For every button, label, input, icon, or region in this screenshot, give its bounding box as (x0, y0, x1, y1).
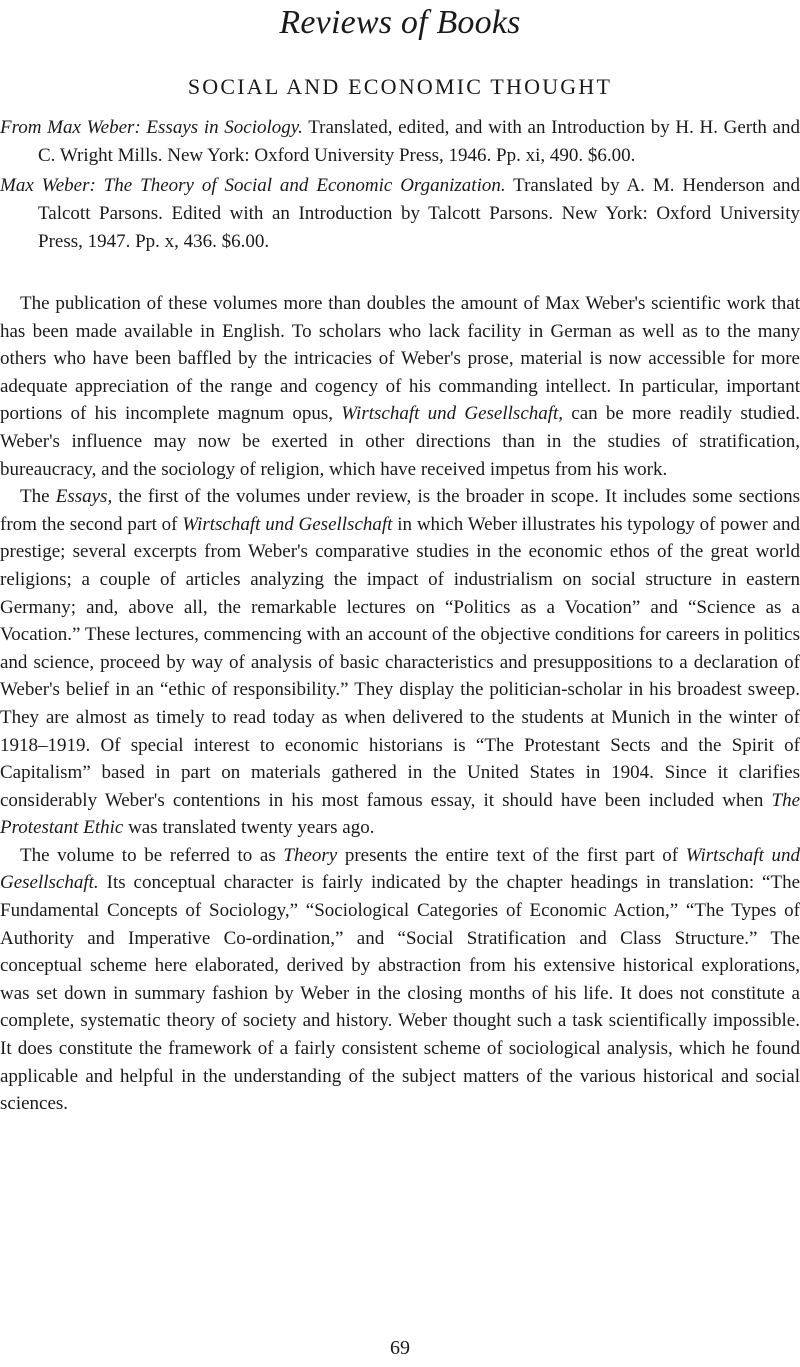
section-heading: SOCIAL AND ECONOMIC THOUGHT (187, 74, 613, 99)
book-entry (0, 114, 800, 170)
book-entry (0, 172, 800, 256)
text-run: Its conceptual character is fairly indicated by the chapter headings in translation: “The Fundamental Concepts of Sociology,” “Sociological Categories of Economic Action,” “The Types of Authority and Imperative Co-ordination,” and “Social Stratification and Class Structure.” The conceptual scheme here elaborated, derived by abstraction from his extensive historical explorations, was set down in summary fashion by Weber in the closing months of his life. It does not constitute a complete, systematic theory of society and history. Weber thought such a task scientifically impossible. It does constitute the framework of a fairly consistent scheme of sociological analysis, which he found applicable and helpful in the understanding of the subject matters of the various historical and social sciences. (0, 872, 800, 1115)
text-run: The publication of these volumes more than doubles the amount of Max Weber's scientific work that has been made available in English. To scholars who lack facility in German as well as to the many others who have been baffled by the intricacies of Weber's prose, material is now accessible for more adequate appreciation of the range and cogency of his commanding intellect. In particular, important portions of his incomplete magnum opus, (0, 293, 800, 425)
review-paragraph (0, 483, 800, 842)
text-run: in which Weber illustrates his typology of power and prestige; several excerpts from Weber's comparative studies in the economic ethos of the great world religions; a couple of articles analyzing the impact of industrialism on social structure in eastern Germany; and, above all, the remarkable lectures on “Politics as a Vocation” and “Science as a Vocation.” These lectures, commencing with an account of the objective conditions for careers in politics and science, proceed by way of analysis of basic characteristics and presuppositions to a declaration of Weber's belief in an “ethic of responsibility.” They display the politician-scholar in his broadest sweep. They are almost as timely to read today as when delivered to the students at Munich in the winter of 1918–1919. Of special interest to economic historians is “The Protestant Sects and the Spirit of Capitalism” based in part on materials gathered in the United States in 1904. Since it clarifies considerably Weber's contentions in his most famous essay, it should have been included when (0, 513, 800, 811)
text-run: The volume to be referred to as (20, 844, 284, 866)
page-number: 69 (390, 1337, 410, 1359)
book-details: Translated by A. M. Henderson and Talcott Parsons. Edited with an Introduction by Talcott Parsons. New York: Oxford University Press, 1947. Pp. x, 436. $6.00. (38, 175, 800, 252)
text-run: can be more readily studied. Weber's influence may now be exerted in other directions than in the studies of stratification, bureaucracy, and the sociology of religion, which have received impetus from his work. (0, 403, 800, 480)
italic-text-run: Theory (283, 844, 338, 866)
italic-text-run: Essays, (55, 486, 113, 508)
text-run: the first of the volumes under review, is the broader in scope. It includes some sections from the second part of (0, 486, 800, 535)
text-run: The (20, 486, 56, 508)
text-run: presents the entire text of the first part of (337, 844, 686, 866)
reviewed-books-list (0, 114, 800, 258)
review-body (0, 290, 800, 1118)
italic-text-run: Wirtschaft und Gesellschaft (182, 513, 393, 535)
review-paragraph (0, 842, 800, 1118)
book-details: Translated, edited, and with an Introduction by H. H. Gerth and C. Wright Mills. New York: Oxford University Press, 1946. Pp. xi, 490. $6.00. (38, 117, 800, 166)
book-title: Max Weber: The Theory of Social and Economic Organization. (0, 175, 506, 196)
text-run: was translated twenty years ago. (123, 817, 375, 839)
review-paragraph (0, 290, 800, 483)
italic-text-run: The Protestant Ethic (0, 789, 800, 839)
running-title: Reviews of Books (279, 4, 521, 41)
italic-text-run: Wirtschaft und Gesellschaft. (0, 844, 800, 894)
book-title: From Max Weber: Essays in Sociology. (0, 117, 303, 138)
italic-text-run: Wirtschaft und Gesellschaft, (341, 403, 564, 425)
